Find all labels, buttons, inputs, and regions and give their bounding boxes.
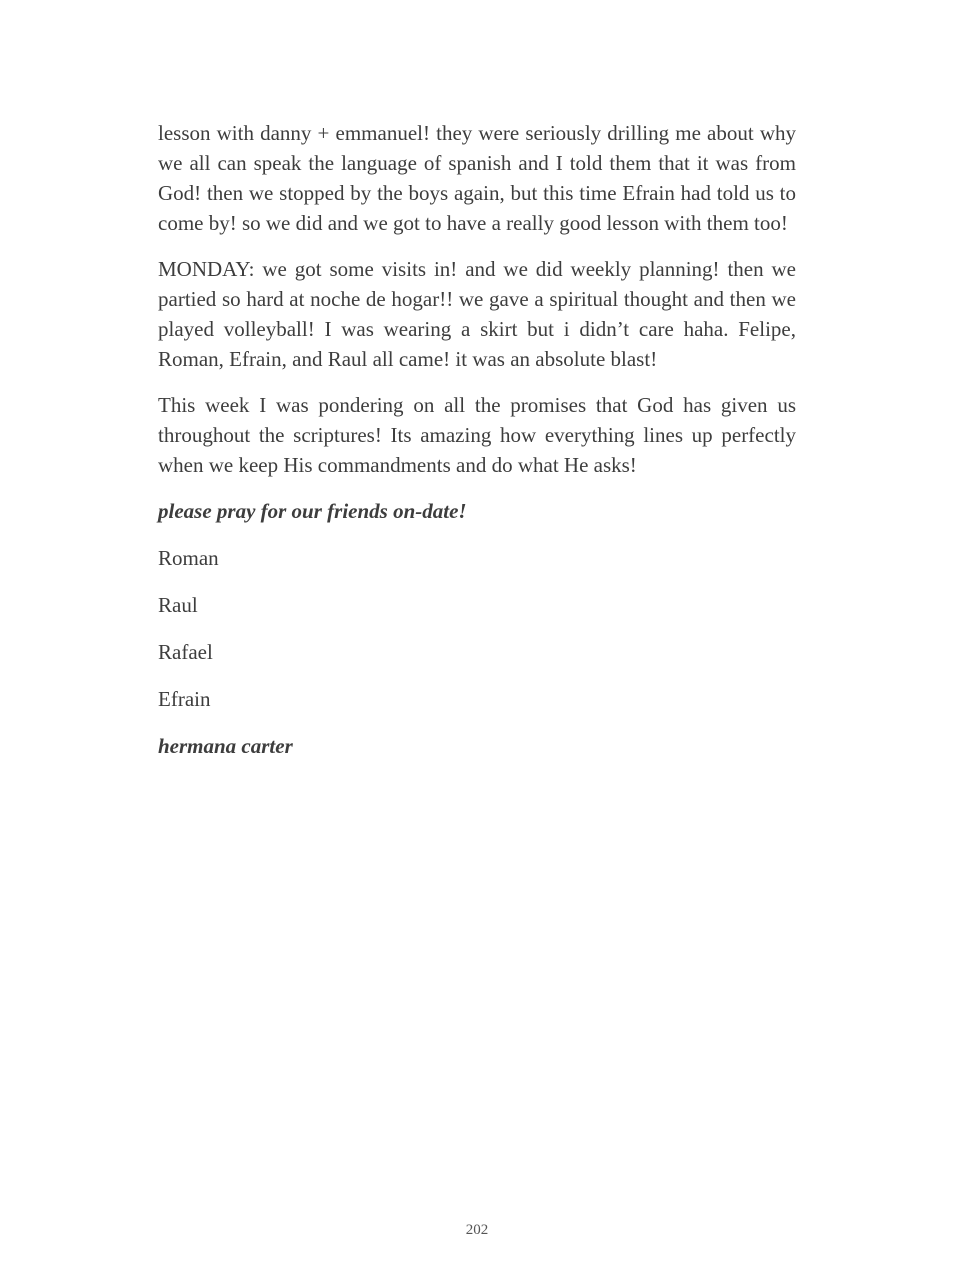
- signature: hermana carter: [158, 734, 293, 758]
- friend-name: Rafael: [158, 640, 213, 664]
- prayer-heading: please pray for our friends on-date!: [158, 499, 467, 523]
- friend-name: Raul: [158, 593, 198, 617]
- paragraph-this-week: This week I was pondering on all the promises that God has given us throughout the scriptures! Its amazing how everything lines up perfectly when we keep His commandments and do what He asks!: [158, 393, 796, 477]
- friend-name: Roman: [158, 546, 219, 570]
- page-body: [158, 118, 796, 778]
- paragraph-monday: MONDAY: we got some visits in! and we did weekly planning! then we partied so hard at noche de hogar!! we gave a spiritual thought and then we played volleyball! I was wearing a skirt but i didn’t care haha. Felipe, Roman, Efrain, and Raul all came! it was an absolute blast!: [158, 257, 796, 371]
- paragraph-lesson: lesson with danny + emmanuel! they were seriously drilling me about why we all can speak the language of spanish and I told them that it was from God! then we stopped by the boys again, but this time Efrain had told us to come by! so we did and we got to have a really good lesson with them too!: [158, 121, 796, 235]
- page-number: 202: [465, 1222, 489, 1238]
- friend-name: Efrain: [158, 687, 211, 711]
